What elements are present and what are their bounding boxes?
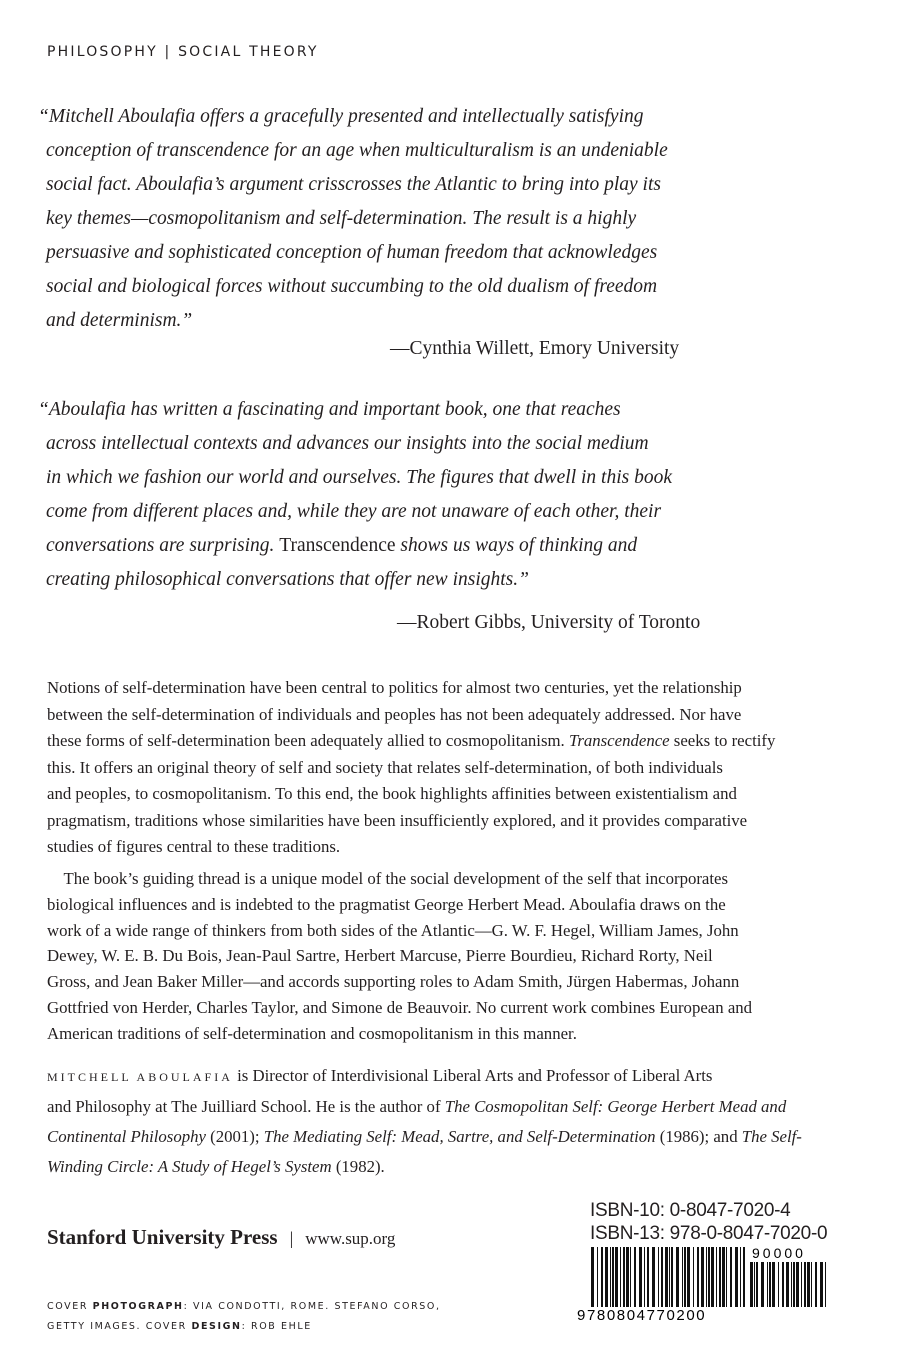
text-segment: The book’s guiding thread is a unique model of the social development of the self that incorporates bbox=[47, 869, 729, 888]
barcode-bar bbox=[626, 1247, 629, 1307]
barcode-bar bbox=[634, 1247, 636, 1307]
barcode-bar bbox=[796, 1262, 799, 1307]
credit-label: PHOTOGRAPH bbox=[92, 1301, 184, 1312]
barcode-bar bbox=[807, 1262, 810, 1307]
author-name: MITCHELL ABOULAFIA bbox=[47, 1070, 233, 1084]
text-line bbox=[47, 1122, 802, 1152]
barcode-bar bbox=[743, 1247, 745, 1307]
credit-text: : ROB EHLE bbox=[241, 1321, 312, 1332]
text-segment: “Mitchell Aboulafia offers a gracefully presented and intellectually satisfying bbox=[38, 106, 644, 127]
text-segment: come from different places and, while they are not unaware of each other, their bbox=[46, 501, 662, 522]
text-segment: Continental Philosophy bbox=[47, 1127, 206, 1146]
barcode-bar bbox=[684, 1247, 686, 1307]
quote-attribution-1: —Cynthia Willett, Emory University bbox=[390, 338, 680, 359]
quote-attribution-2: —Robert Gibbs, University of Toronto bbox=[397, 612, 701, 633]
barcode-bar bbox=[630, 1247, 631, 1307]
text-segment: studies of figures central to these traditions. bbox=[47, 837, 341, 856]
barcode-addon-digits: 90000 bbox=[752, 1245, 806, 1261]
text-line bbox=[47, 1021, 752, 1047]
text-segment: and Philosophy at The Juilliard School. He is the author of bbox=[47, 1097, 445, 1116]
barcode-addon-bars bbox=[750, 1262, 826, 1307]
isbn-10: ISBN-10: 0-8047-7020-4 bbox=[590, 1200, 791, 1221]
text-line bbox=[38, 134, 668, 168]
text-segment: (2001); bbox=[205, 1127, 264, 1146]
publisher-name: Stanford University Press bbox=[47, 1225, 278, 1249]
text-line bbox=[47, 808, 775, 835]
barcode-bar bbox=[825, 1262, 826, 1307]
barcode-bar bbox=[722, 1247, 725, 1307]
credit-text: : VIA CONDOTTI, ROME. STEFANO CORSO, bbox=[183, 1301, 441, 1312]
text-segment: (1982). bbox=[331, 1157, 385, 1176]
barcode-bar bbox=[711, 1247, 714, 1307]
text-line bbox=[47, 728, 775, 755]
barcode-bar bbox=[772, 1262, 775, 1307]
barcode-bar bbox=[706, 1247, 707, 1307]
barcode-bar bbox=[726, 1247, 727, 1307]
barcode-bar bbox=[623, 1247, 625, 1307]
text-line bbox=[47, 834, 775, 861]
barcode-bar bbox=[601, 1247, 603, 1307]
barcode-bar bbox=[811, 1262, 812, 1307]
barcode-bar bbox=[740, 1247, 741, 1307]
text-segment: across intellectual contexts and advances our insights into the social medium bbox=[46, 433, 649, 454]
barcode-bar bbox=[786, 1262, 789, 1307]
barcode-bar bbox=[801, 1262, 802, 1307]
barcode-bar bbox=[778, 1262, 779, 1307]
text-segment: Dewey, W. E. B. Du Bois, Jean-Paul Sartre, Herbert Marcuse, Pierre Bourdieu, Richard Rorty, Neil bbox=[47, 946, 713, 966]
barcode-bar bbox=[750, 1262, 753, 1307]
text-line bbox=[38, 304, 668, 338]
barcode-bar bbox=[754, 1262, 755, 1307]
endorsement-quote-1 bbox=[38, 100, 668, 338]
text-line bbox=[38, 168, 668, 202]
credit-label: DESIGN bbox=[191, 1321, 242, 1332]
text-segment: pragmatism, traditions whose similarities have been insufficiently explored, and it provides comparative bbox=[47, 810, 748, 830]
text-segment: “Aboulafia has written a fascinating and important book, one that reaches bbox=[38, 399, 621, 420]
text-segment: Transcendence bbox=[279, 535, 396, 556]
barcode-bar bbox=[669, 1247, 670, 1307]
barcode-bar bbox=[804, 1262, 806, 1307]
text-segment: shows us ways of thinking and bbox=[395, 535, 638, 556]
barcode-bar bbox=[756, 1262, 758, 1307]
barcode-bar bbox=[671, 1247, 673, 1307]
barcode-bar bbox=[793, 1262, 795, 1307]
barcode-bar bbox=[730, 1247, 732, 1307]
text-segment: conversations are surprising. bbox=[46, 535, 280, 556]
barcode-bar bbox=[767, 1262, 768, 1307]
text-segment: and determinism.” bbox=[46, 310, 193, 331]
barcode-bar bbox=[697, 1247, 699, 1307]
text-line bbox=[38, 529, 672, 563]
text-line bbox=[38, 393, 672, 427]
barcode-bar bbox=[676, 1247, 679, 1307]
text-segment: seeks to rectify bbox=[669, 731, 776, 750]
text-segment: Winding Circle: A Study of Hegel’s System bbox=[47, 1157, 332, 1176]
barcode-bar bbox=[647, 1247, 649, 1307]
publisher-url: www.sup.org bbox=[305, 1229, 396, 1248]
barcode-bar bbox=[652, 1247, 655, 1307]
text-line bbox=[38, 495, 672, 529]
text-segment: The Mediating Self: Mead, Sartre, and Self-Determination bbox=[263, 1127, 656, 1146]
text-segment: biological influences and is indebted to the pragmatist George Herbert Mead. Aboulafia draws on the bbox=[47, 894, 726, 914]
text-line bbox=[47, 1061, 802, 1092]
text-segment: The Cosmopolitan Self: George Herbert Mead and bbox=[444, 1097, 787, 1116]
text-line bbox=[38, 427, 672, 461]
isbn-barcode bbox=[575, 1245, 855, 1321]
barcode-bar bbox=[761, 1262, 764, 1307]
barcode-main-bars bbox=[591, 1247, 745, 1307]
barcode-bar bbox=[716, 1247, 717, 1307]
barcode-bar bbox=[610, 1247, 611, 1307]
text-line bbox=[47, 995, 752, 1021]
text-segment: this. It offers an original theory of self and society that relates self-determination, of both individuals bbox=[47, 757, 723, 777]
publisher-line bbox=[47, 1225, 395, 1250]
barcode-bar bbox=[591, 1247, 594, 1307]
text-segment: creating philosophical conversations that offer new insights.” bbox=[46, 569, 529, 590]
cover-credits bbox=[47, 1297, 441, 1337]
text-segment: (1986); and bbox=[655, 1127, 742, 1146]
barcode-bar bbox=[612, 1247, 614, 1307]
barcode-bar bbox=[708, 1247, 710, 1307]
text-segment: is Director of Interdivisional Liberal Arts and Professor of Liberal Arts bbox=[232, 1066, 713, 1085]
text-line bbox=[38, 236, 668, 270]
subject-category: PHILOSOPHY | SOCIAL THEORY bbox=[47, 44, 319, 60]
text-line bbox=[47, 755, 775, 782]
description-paragraph-1 bbox=[47, 675, 775, 861]
text-line bbox=[47, 1092, 802, 1122]
barcode-bar bbox=[644, 1247, 645, 1307]
credit-text: COVER bbox=[47, 1301, 93, 1312]
text-line bbox=[47, 781, 775, 808]
text-segment: between the self-determination of individuals and peoples has not been adequately addressed. Nor have bbox=[47, 704, 742, 724]
barcode-bar bbox=[769, 1262, 771, 1307]
text-segment: these forms of self-determination been adequately allied to cosmopolitanism. bbox=[47, 731, 569, 750]
barcode-bar bbox=[693, 1247, 694, 1307]
author-bio bbox=[47, 1061, 802, 1182]
text-line bbox=[47, 943, 752, 969]
barcode-bar bbox=[639, 1247, 642, 1307]
text-segment: social fact. Aboulafia’s argument crisscrosses the Atlantic to bring into play its bbox=[46, 174, 661, 195]
barcode-bar bbox=[719, 1247, 721, 1307]
barcode-bar bbox=[620, 1247, 621, 1307]
text-line bbox=[38, 100, 668, 134]
text-line bbox=[47, 702, 775, 729]
text-line bbox=[47, 969, 752, 995]
text-line bbox=[38, 202, 668, 236]
text-line bbox=[38, 563, 672, 597]
barcode-bar bbox=[820, 1262, 823, 1307]
barcode-bar bbox=[682, 1247, 683, 1307]
barcode-bar bbox=[782, 1262, 784, 1307]
text-segment: conception of transcendence for an age when multiculturalism is an undeniable bbox=[46, 140, 668, 161]
barcode-bar bbox=[665, 1247, 668, 1307]
text-segment: Gross, and Jean Baker Miller—and accords supporting roles to Adam Smith, Jürgen Habermas, Johann bbox=[47, 972, 740, 992]
text-segment: persuasive and sophisticated conception of human freedom that acknowledges bbox=[46, 242, 658, 263]
text-line bbox=[47, 675, 775, 702]
barcode-digits: 9780804770200 bbox=[577, 1307, 707, 1321]
text-segment: social and biological forces without succumbing to the old dualism of freedom bbox=[46, 276, 658, 297]
credit-text: GETTY IMAGES. COVER bbox=[47, 1321, 192, 1332]
separator: | bbox=[289, 1228, 294, 1248]
text-segment: Gottfried von Herder, Charles Taylor, and Simone de Beauvoir. No current work combines European and bbox=[47, 997, 753, 1017]
text-segment: The Self- bbox=[741, 1127, 802, 1146]
text-segment: American traditions of self-determination and cosmopolitanism in this manner. bbox=[47, 1023, 577, 1043]
endorsement-quote-2 bbox=[38, 393, 672, 597]
text-line bbox=[38, 270, 668, 304]
barcode-bar bbox=[658, 1247, 659, 1307]
barcode-bar bbox=[735, 1247, 738, 1307]
barcode-bar bbox=[701, 1247, 704, 1307]
text-line bbox=[47, 892, 752, 918]
barcode-bar bbox=[615, 1247, 618, 1307]
barcode-bar bbox=[597, 1247, 598, 1307]
description-paragraph-2 bbox=[47, 866, 752, 1047]
text-segment: key themes—cosmopolitanism and self-determination. The result is a highly bbox=[46, 208, 637, 229]
barcode-bar bbox=[661, 1247, 663, 1307]
text-segment: and peoples, to cosmopolitanism. To this end, the book highlights affinities between existentialism and bbox=[47, 784, 737, 803]
barcode-bar bbox=[687, 1247, 690, 1307]
text-line bbox=[38, 461, 672, 495]
barcode-bar bbox=[815, 1262, 817, 1307]
text-segment: Transcendence bbox=[568, 731, 670, 750]
text-segment: Notions of self-determination have been central to politics for almost two centuries, yet the relationship bbox=[47, 678, 742, 697]
barcode-bar bbox=[791, 1262, 792, 1307]
text-segment: work of a wide range of thinkers from both sides of the Atlantic—G. W. F. Hegel, William James, John bbox=[47, 920, 739, 940]
text-line bbox=[47, 1152, 802, 1182]
text-line bbox=[47, 918, 752, 944]
text-segment: in which we fashion our world and ourselves. The figures that dwell in this book bbox=[46, 467, 672, 488]
text-line bbox=[47, 866, 752, 892]
isbn-13: ISBN-13: 978-0-8047-7020-0 bbox=[590, 1223, 828, 1244]
barcode-bar bbox=[605, 1247, 608, 1307]
